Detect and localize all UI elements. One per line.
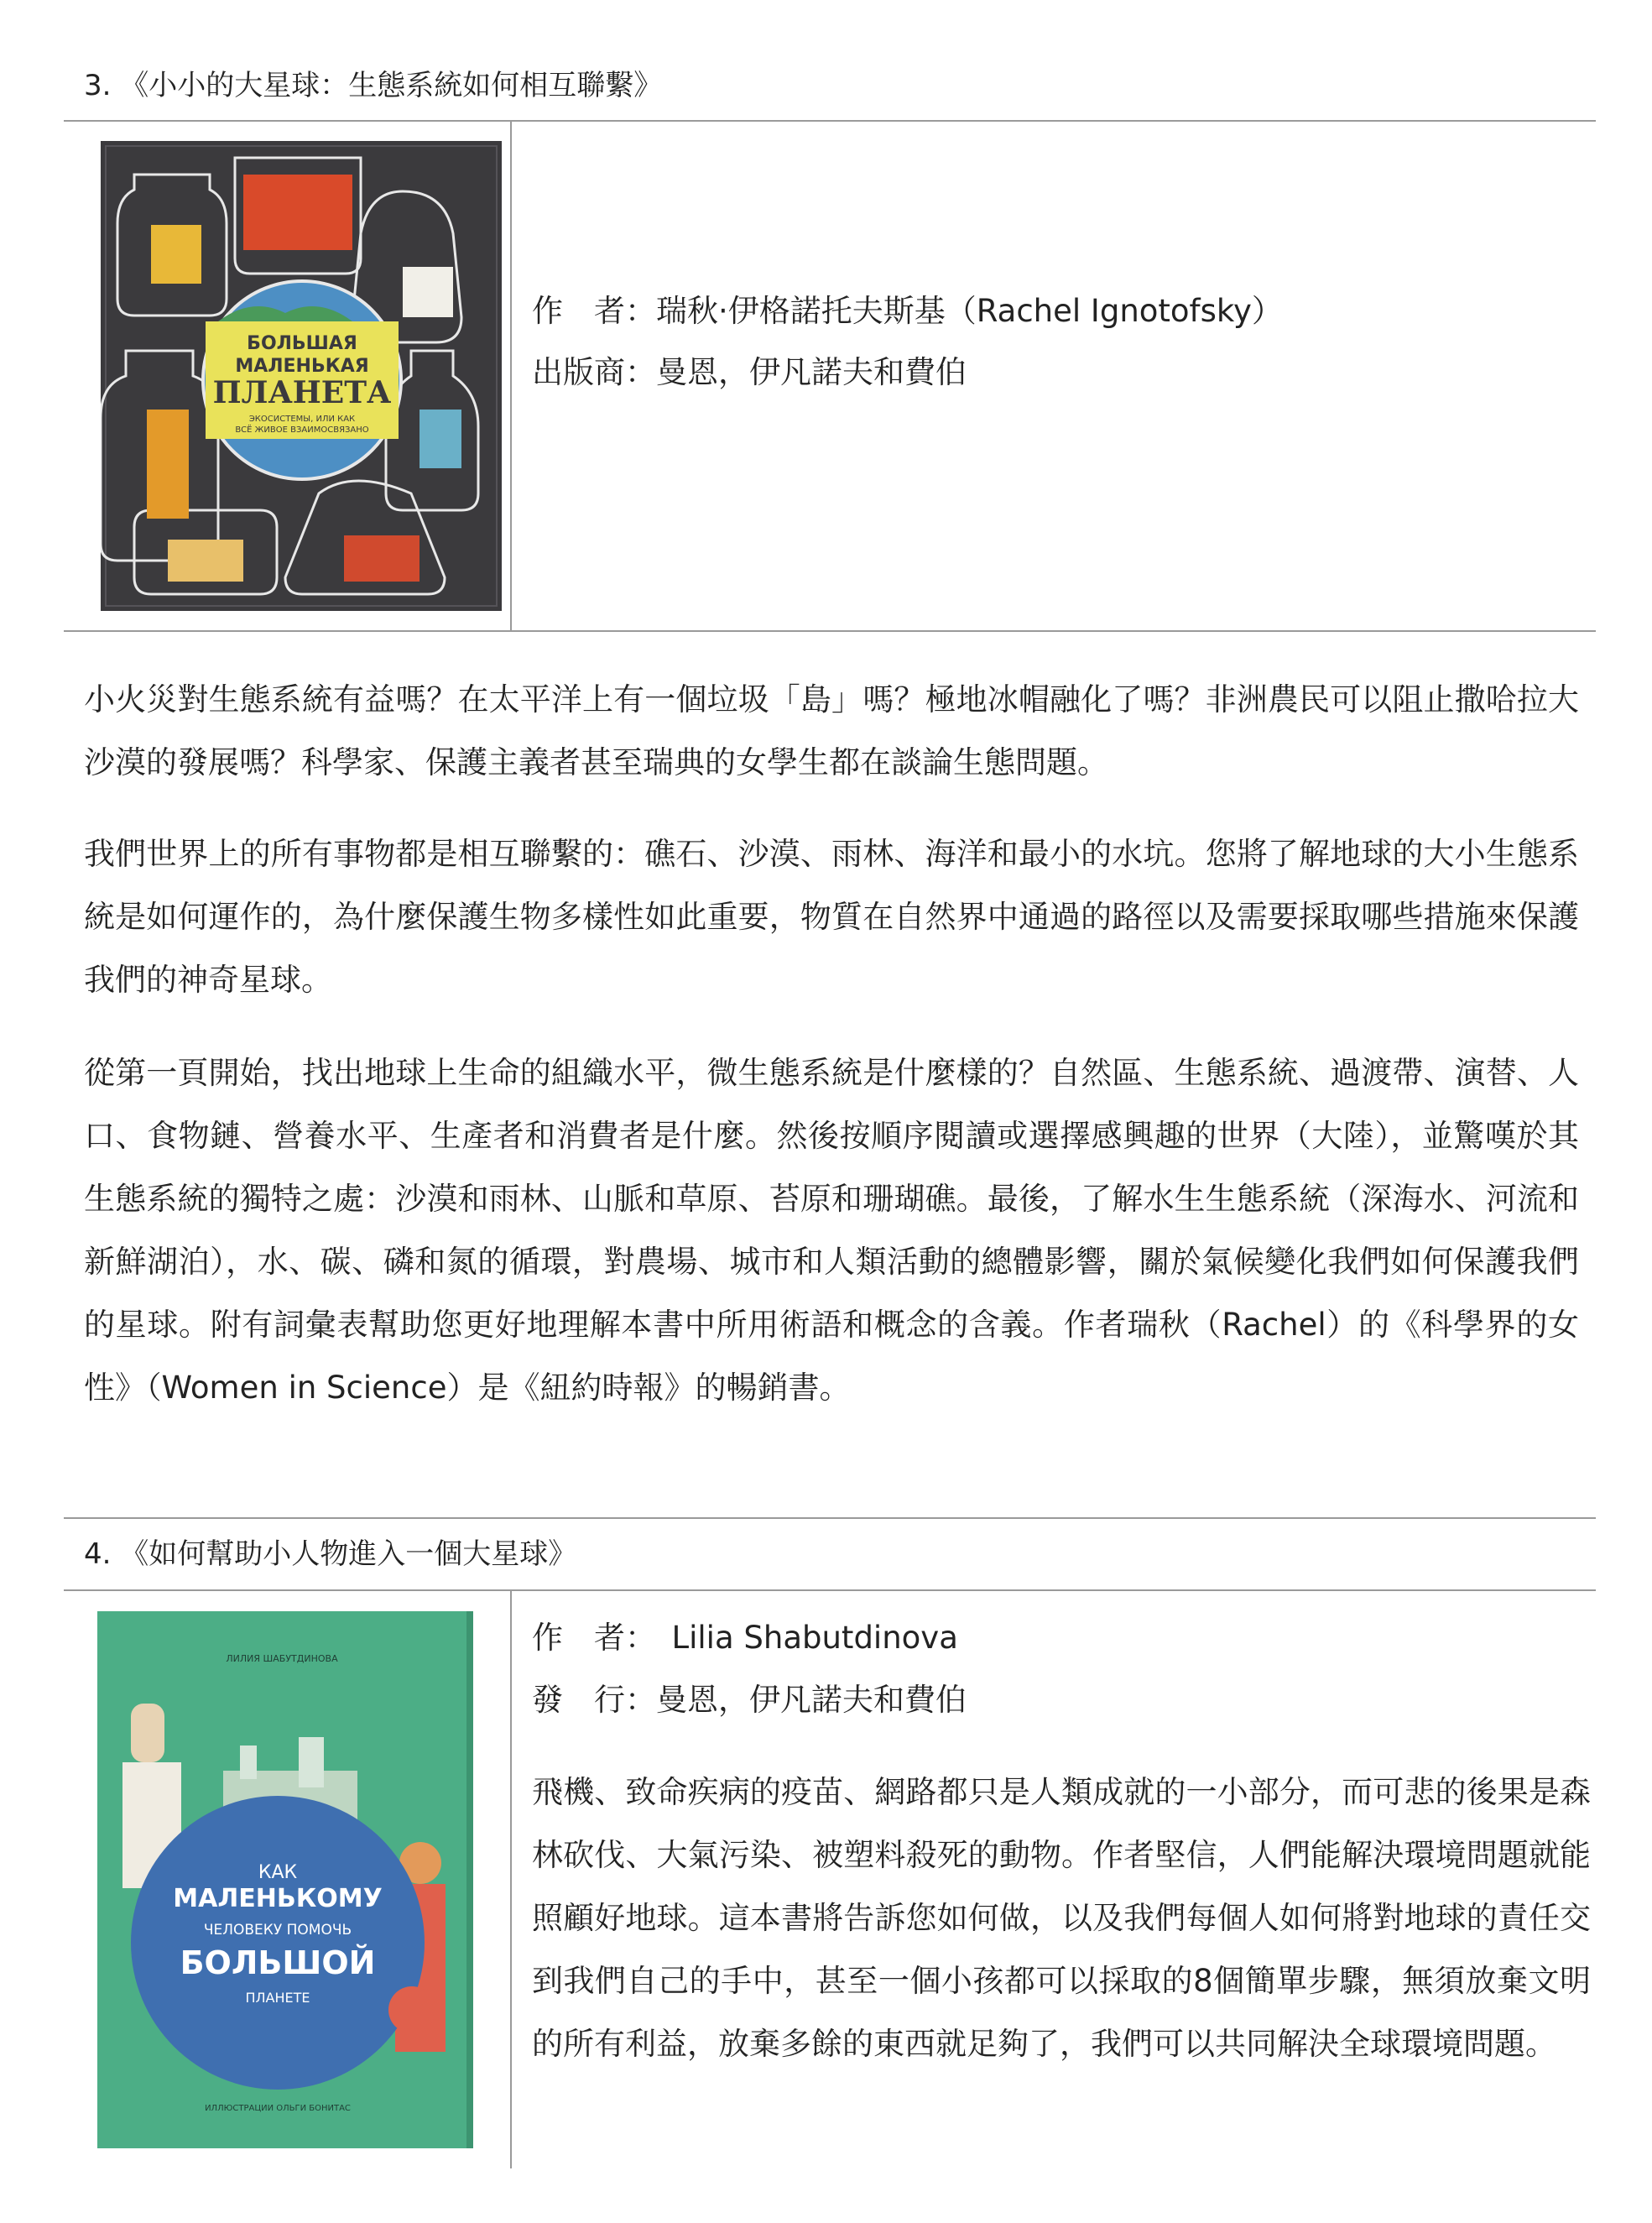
divider-line — [64, 1589, 1596, 1591]
divider-line — [64, 1517, 1596, 1519]
cover-title-line-1: БОЛЬШАЯ — [247, 333, 357, 354]
section-4-author: 作 者： Lilia Shabutdinova — [532, 1620, 958, 1656]
cover-title-line-2: МАЛЕНЬКАЯ — [235, 356, 369, 377]
cover-author: ЛИЛИЯ ШАБУТДИНОВА — [226, 1653, 338, 1664]
table-divider-line — [510, 120, 512, 630]
section-3-publisher: 出版商：曼恩，伊凡諾夫和費伯 — [532, 354, 967, 390]
section-3-author: 作 者：瑞秋·伊格諾托夫斯基（Rachel Ignotofsky） — [532, 293, 1283, 329]
section-4-publisher: 發 行：曼恩，伊凡諾夫和費伯 — [532, 1682, 967, 1718]
cover-subtitle-line-1: ЭКОСИСТЕМЫ, ИЛИ КАК — [248, 415, 356, 424]
table-divider-line — [510, 1589, 512, 2168]
cover-title-line-2: МАЛЕНЬКОМУ — [173, 1884, 383, 1913]
section-4-description: 飛機、致命疾病的疫苗、網路都只是人類成就的一小部分，而可悲的後果是森林砍伐、大氣污染、被塑料殺死的動物。作者堅信，人們能解決環境問題就能照顧好地球。這本書將告訴您如何做，以及我們每個人如何將對地球的責任交到我們自己的手中，甚至一個小孩都可以採取的8個簡單步驟，無須放棄文明的所有利益，放棄多餘的東西就足夠了，我們可以共同解決全球環境問題。 — [532, 1774, 1591, 2062]
cover-title-line-4: БОЛЬШОЙ — [180, 1944, 376, 1981]
section-3-paragraph-3: 從第一頁開始，找出地球上生命的組織水平，微生態系統是什麼樣的？自然區、生態系統、過渡帶、演替、人口、食物鏈、營養水平、生產者和消費者是什麼。然後按順序閱讀或選擇感興趣的世界（大陸），並驚嘆於其生態系統的獨特之處：沙漠和雨林、山脈和草原、苔原和珊瑚礁。最後，了解水生生態系統（深海水、河流和新鮮湖泊），水、碳、磷和氮的循環，對農場、城市和人類活動的總體影響，關於氣候變化我們如何保護我們的星球。附有詞彙表幫助您更好地理解本書中所用術語和概念的含義。作者瑞秋（Rachel）的《科學界的女性》（Women in Science）是《紐約時報》的暢銷書。 — [84, 1055, 1579, 1406]
cover-illustrator: ИЛЛЮСТРАЦИИ ОЛЬГИ БОНИТАС — [205, 2104, 351, 2113]
section-3-paragraph-2: 我們世界上的所有事物都是相互聯繫的：礁石、沙漠、雨林、海洋和最小的水坑。您將了解地球的大小生態系統是如何運作的，為什麼保護生物多樣性如此重要，物質在自然界中通過的路徑以及需要採取哪些措施來保護我們的神奇星球。 — [84, 836, 1579, 998]
divider-line — [64, 120, 1596, 122]
book-cover-little-person-big-planet — [97, 1611, 473, 2148]
section-3-heading: 3. 《小小的大星球：生態系統如何相互聯繫》 — [84, 69, 663, 102]
section-4-heading: 4. 《如何幫助小人物進入一個大星球》 — [84, 1537, 577, 1571]
cover-title-line-3: ЧЕЛОВЕКУ ПОМОЧЬ — [203, 1922, 352, 1939]
section-3-paragraph-1: 小火災對生態系統有益嗎？在太平洋上有一個垃圾「島」嗎？極地冰帽融化了嗎？非洲農民可以阻止撒哈拉大沙漠的發展嗎？科學家、保護主義者甚至瑞典的女學生都在談論生態問題。 — [84, 681, 1579, 780]
cover-title-line-1: КАК — [258, 1862, 298, 1883]
book-cover-big-little-planet — [101, 141, 502, 611]
cover-title-line-5: ПЛАНЕТЕ — [245, 1990, 310, 2006]
cover-subtitle-line-2: ВСЁ ЖИВОЕ ВЗАИМОСВЯЗАНО — [235, 425, 369, 435]
cover-title-line-3: ПЛАНЕТА — [212, 375, 392, 410]
divider-line — [64, 630, 1596, 632]
